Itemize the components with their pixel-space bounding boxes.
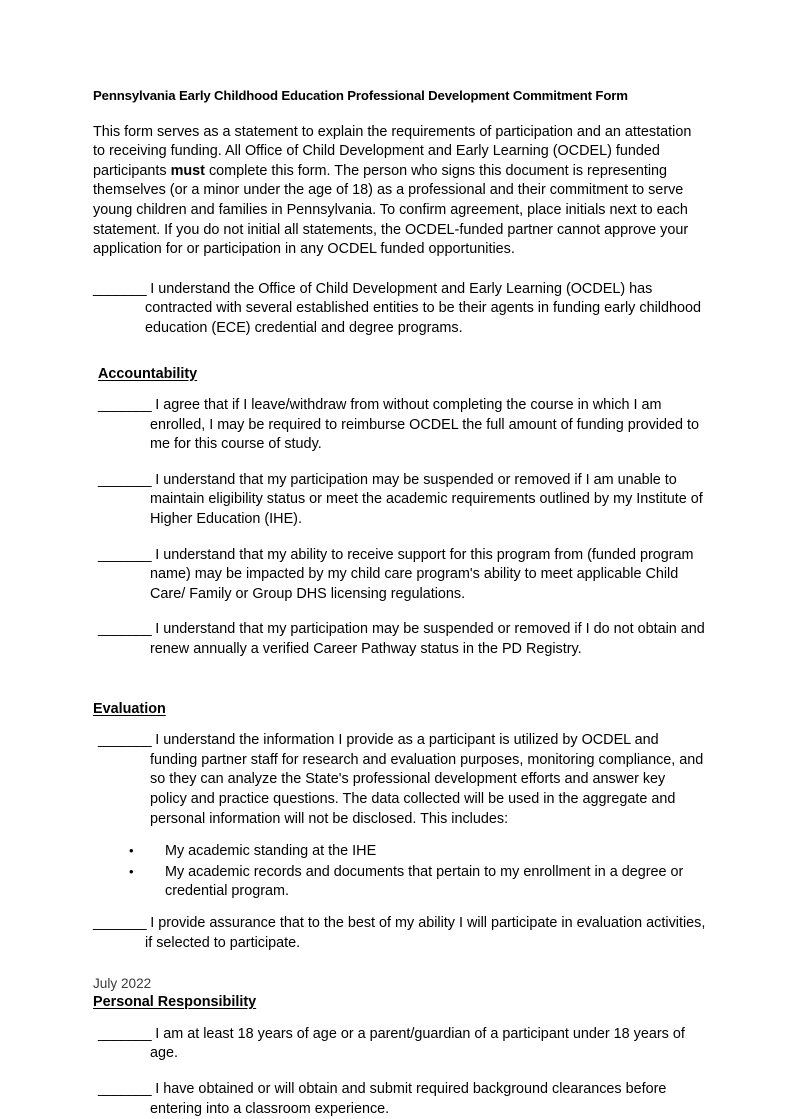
initials-blank-line[interactable]: _______	[98, 1025, 152, 1042]
intro-emphasis-must: must	[170, 162, 205, 179]
section-heading-personal-responsibility: Personal Responsibility	[93, 994, 257, 1011]
preamble-statement	[93, 280, 706, 339]
spacer	[93, 902, 706, 914]
section-heading-accountability: Accountability	[98, 365, 198, 382]
bullet-icon: •	[129, 843, 134, 859]
initials-blank-line[interactable]: _______	[98, 397, 152, 414]
spacer	[93, 829, 706, 841]
initials-blank-line[interactable]: _______	[98, 732, 152, 749]
initials-blank-line[interactable]: _______	[93, 914, 147, 931]
statement-evaluation-1	[93, 731, 706, 829]
spacer	[93, 384, 706, 396]
statement-text: I understand that my participation may be suspended or removed if I am unable to maintain eligibility status or meet the academic requirements outlined by my Institute of Higher Education (IHE).	[150, 471, 703, 528]
section-heading-row-evaluation	[93, 700, 706, 720]
statement-text: I understand the information I provide as a participant is utilized by OCDEL and funding partner staff for research and evaluation purposes, monitoring compliance, and so they can analyze the State's professional development efforts and answer key policy and practice questions. The data collected will be used in the aggregate and personal information will not be disclosed. This includes:	[150, 732, 704, 827]
statement-text: I am at least 18 years of age or a parent/guardian of a participant under 18 years of age.	[150, 1025, 685, 1062]
spacer	[93, 604, 706, 620]
statement-accountability-4	[93, 620, 706, 659]
statement-evaluation-2	[93, 914, 706, 953]
section-heading-evaluation: Evaluation	[93, 700, 166, 717]
initials-blank-line[interactable]: _______	[98, 1080, 152, 1097]
statement-accountability-3	[93, 546, 706, 605]
spacer	[93, 530, 706, 546]
evaluation-bullet-list	[93, 841, 706, 902]
list-item-label: My academic records and documents that pertain to my enrollment in a degree or credential program.	[165, 863, 684, 900]
list-item	[93, 841, 706, 862]
section-heading-row-personal-responsibility	[93, 993, 706, 1013]
bullet-icon: •	[129, 863, 134, 879]
statement-text: I agree that if I leave/withdraw from without completing the course in which I am enrolled, I may be required to reimburse OCDEL the full amount of funding provided to me for this course of study.	[150, 397, 700, 453]
initials-blank-line[interactable]: _______	[98, 546, 152, 563]
spacer	[93, 953, 706, 993]
intro-text-part2: complete this form. The person who signs this document is representing themselves (or a minor under the age of 18) as a professional and their commitment to serve young children and families in Pennsylvania. To confirm agreement, place initials next to each statement. If you do not initial all statements, the OCDEL-funded partner cannot approve your application for or participation in any OCDEL funded opportunities.	[93, 162, 689, 258]
statement-text: I understand that my ability to receive support for this program from (funded program name) may be impacted by my child care program's ability to meet applicable Child Care/ Family or Group DHS licensing regulations.	[150, 546, 694, 602]
footer-date: July 2022	[93, 976, 152, 991]
spacer	[93, 455, 706, 471]
statement-text: I provide assurance that to the best of my ability I will participate in evaluation activities, if selected to participate.	[145, 914, 706, 951]
spacer	[93, 339, 706, 365]
list-item	[93, 862, 706, 902]
intro-text-part1: This form serves as a statement to explain the requirements of participation and an attestation to receiving funding. All Office of Child Development and Early Learning (OCDEL) funded participants	[93, 123, 692, 179]
page-title: Pennsylvania Early Childhood Education Professional Development Commitment Form	[93, 88, 628, 103]
statement-accountability-1	[93, 396, 706, 455]
preamble-statement-text: I understand the Office of Child Development and Early Learning (OCDEL) has contracted with several established entities to be their agents in funding early childhood education (ECE) credential and degree programs.	[145, 280, 701, 336]
statement-text: I understand that my participation may be suspended or removed if I do not obtain and renew annually a verified Career Pathway status in the PD Registry.	[150, 621, 705, 658]
statement-accountability-2	[93, 471, 706, 530]
spacer	[93, 260, 706, 280]
initials-blank-line[interactable]: _______	[98, 471, 152, 488]
statement-personal-responsibility-1	[93, 1025, 706, 1064]
statement-text: I have obtained or will obtain and submit required background clearances before entering into a classroom experience.	[150, 1080, 667, 1117]
list-item-label: My academic standing at the IHE	[165, 843, 377, 860]
spacer	[93, 719, 706, 731]
section-heading-row-accountability	[93, 365, 706, 385]
initials-blank-line[interactable]: _______	[93, 280, 147, 297]
statement-personal-responsibility-2	[93, 1080, 706, 1119]
spacer	[93, 1064, 706, 1080]
spacer	[93, 660, 706, 700]
spacer	[93, 1013, 706, 1025]
intro-paragraph	[93, 123, 706, 260]
initials-blank-line[interactable]: _______	[98, 621, 152, 638]
